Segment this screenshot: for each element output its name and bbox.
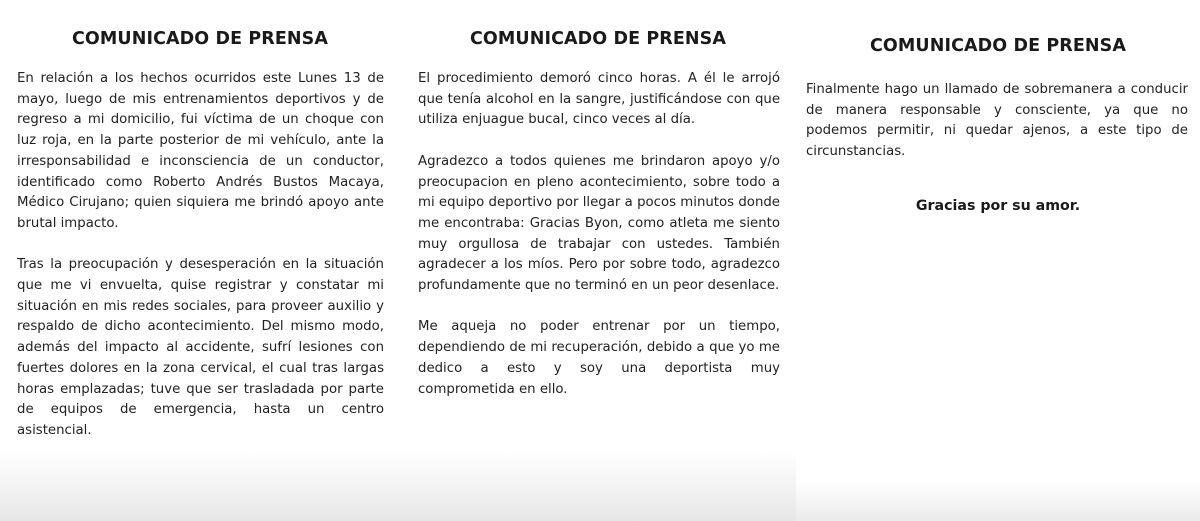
paragraph: Tras la preocupación y desesperación en la situación que me vi envuelta, quise registrar y constatar mi situación en mis redes sociales, para proveer auxilio y respaldo de dicho acontecimiento. Del mismo modo, además del impacto al accidente, sufrí lesiones con fuertes dolores en la zona cervical, el cual tras largas horas emplazadas; tuve que ser trasladada por parte de equipos de emergencia, hasta un centro asistencial. xyxy=(17,257,384,438)
paragraph: Agradezco a todos quienes me brindaron apoyo y/o preocupacion en pleno acontecimiento, sobre todo a mi equipo deportivo por llegar a pocos minutos donde me encontraba: Gracias Byon, como atleta me siento muy orgullosa de trabajar con ustedes. También agradecer a los míos. Pero por sobre todo, agradezco profundamente que no terminó en un peor desenlace. xyxy=(418,153,780,294)
closing-line: Gracias por su amor. xyxy=(915,198,1081,214)
page-body xyxy=(418,69,780,400)
press-release-page-2 xyxy=(400,0,796,521)
page-title: COMUNICADO DE PRENSA xyxy=(71,29,328,49)
press-release-page-1 xyxy=(0,0,400,521)
page-body xyxy=(806,80,1188,163)
paragraph: En relación a los hechos ocurridos este Lunes 13 de mayo, luego de mis entrenamientos deportivos y de regreso a mi domicilio, fui víctima de un choque con luz roja, en la parte posterior de mi vehículo, ante la irresponsabilidad e inconsciencia de un conductor, identificado como Roberto Andrés Bustos Macaya, Médico Cirujano; quien siquiera me brindó apoyo ante brutal impacto. xyxy=(17,71,384,231)
page-title: COMUNICADO DE PRENSA xyxy=(869,36,1126,56)
paragraph: El procedimiento demoró cinco horas. A él le arrojó que tenía alcohol en la sangre, justificándose con que utiliza enjuague bucal, cinco veces al día. xyxy=(418,71,780,128)
press-release-page-3 xyxy=(796,0,1200,521)
paragraph: Me aqueja no poder entrenar por un tiempo, dependiendo de mi recuperación, debido a que yo me dedico a esto y soy una deportista muy comprometida en ello. xyxy=(418,319,780,397)
page-title: COMUNICADO DE PRENSA xyxy=(469,29,726,49)
page-body xyxy=(17,69,384,442)
paragraph: Finalmente hago un llamado de sobremanera a conducir de manera responsable y consciente, ya que no podemos permitir, ni quedar ajenos, a este tipo de circunstancias. xyxy=(806,82,1188,160)
